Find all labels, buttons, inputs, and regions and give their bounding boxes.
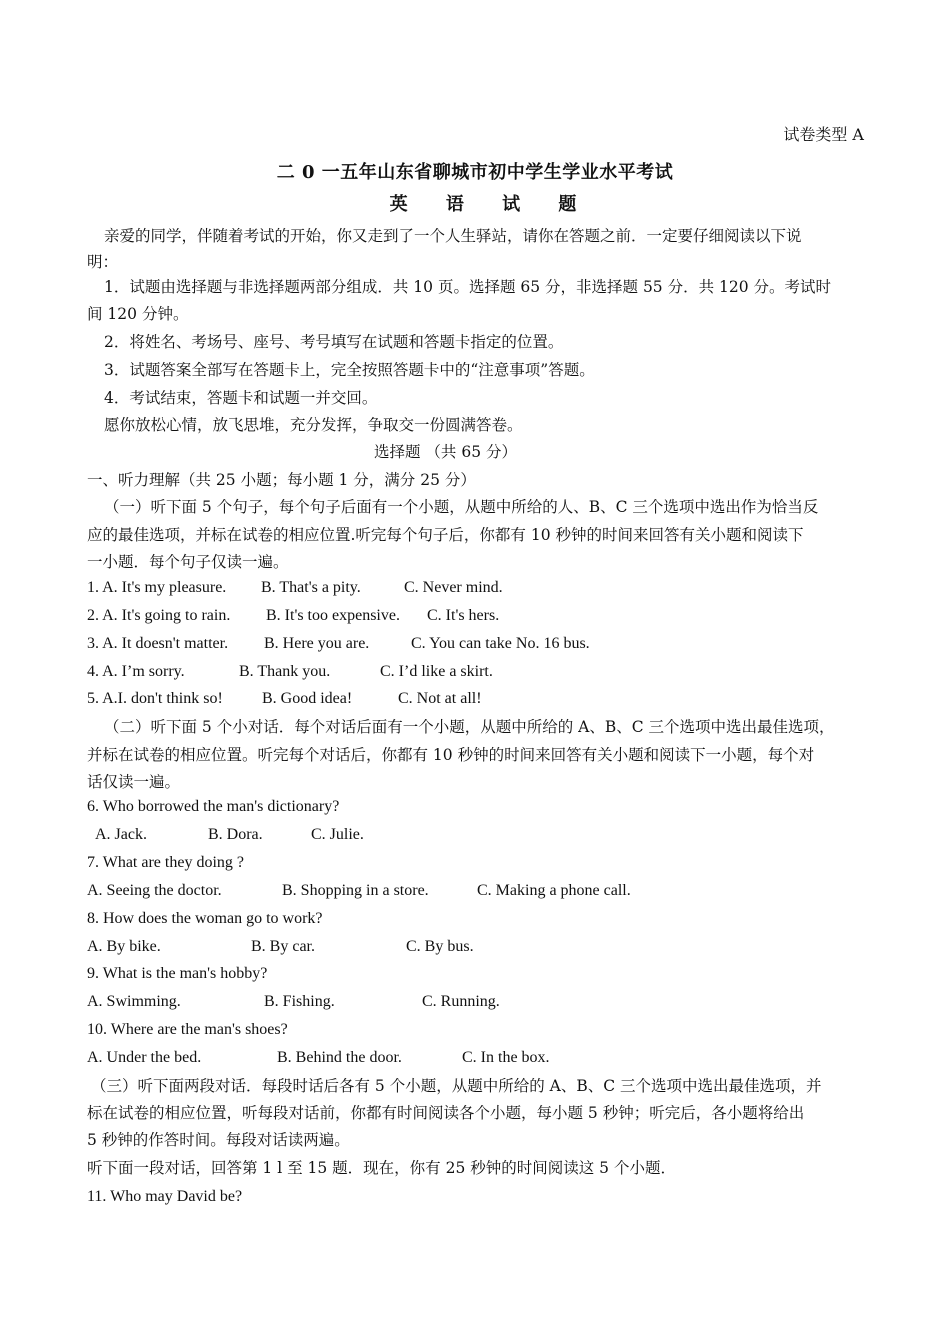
rule-1-line1: 1．试题由选择题与非选择题两部分组成．共 10 页。选择题 65 分，非选择题 55 分．共 120 分。考试时: [104, 278, 832, 296]
q8-option-c: C. By bus.: [406, 938, 474, 955]
q9-options: [87, 992, 500, 1012]
q6-stem: 6. Who borrowed the man's dictionary?: [87, 798, 340, 815]
q2-option-c: C. It's hers.: [427, 607, 500, 624]
q5-option-b: B. Good idea!: [262, 690, 353, 707]
rule-2: 2．将姓名、考场号、座号、考号填写在试题和答题卡指定的位置。: [104, 333, 564, 351]
q3-option-a: 3. A. It doesn't matter.: [87, 635, 229, 652]
exam-subtitle: 英 语 试 题: [389, 194, 593, 215]
intro-wish: 愿你放松心情，放飞思堆，充分发挥，争取交一份圆满答卷。: [104, 416, 523, 434]
q2-option-a: 2. A. It's going to rain.: [87, 607, 231, 624]
q9-stem: 9. What is the man's hobby?: [87, 965, 268, 982]
sub2-line1: （二）听下面 5 个小对话．每个对话后面有一个小题，从题中所给的 A、B、C 三个选项中选出最佳选项，: [104, 718, 835, 736]
q4-option-c: C. I’d like a skirt.: [380, 663, 493, 680]
q3-option-b: B. Here you are.: [264, 635, 370, 652]
section-heading: 选择题 （共 65 分）: [374, 443, 518, 461]
sub2-line3: 话仅读一遍。: [87, 773, 181, 791]
sub1-line2: 应的最佳选项，并标在试卷的相应位置.听完每个句子后，你都有 10 秒钟的时间来回答有关小题和阅读下: [87, 526, 804, 544]
q10-options: [87, 1048, 550, 1068]
question-1: [87, 578, 503, 598]
q11-stem: 11. Who may David be?: [87, 1188, 243, 1205]
q6-option-b: B. Dora.: [208, 826, 263, 843]
question-4: [87, 662, 493, 682]
sub3-line1: （三）听下面两段对话．每段时话后各有 5 个小题，从题中所给的 A、B、C 三个选项中选出最佳选项，并: [91, 1077, 822, 1095]
q2-option-b: B. It's too expensive.: [266, 607, 400, 624]
q7-option-a: A. Seeing the doctor.: [87, 882, 222, 899]
part1-title: 一、听力理解（共 25 小题；每小题 1 分，满分 25 分）: [87, 471, 476, 489]
q9-option-a: A. Swimming.: [87, 993, 181, 1010]
rule-1-line2: 间 120 分钟。: [87, 305, 189, 323]
q9-option-b: B. Fishing.: [264, 993, 335, 1010]
q6-option-a: A. Jack.: [95, 826, 147, 843]
q8-stem: 8. How does the woman go to work?: [87, 910, 323, 927]
q5-option-a: 5. A.I. don't think so!: [87, 690, 223, 707]
q10-option-b: B. Behind the door.: [277, 1049, 402, 1066]
q8-option-b: B. By car.: [251, 938, 315, 955]
q4-option-a: 4. A. I’m sorry.: [87, 663, 185, 680]
sub2-line2: 并标在试卷的相应位置。听完每个对话后，你都有 10 秒钟的时间来回答有关小题和阅读下一小题，每个对: [87, 746, 815, 764]
rule-4: 4．考试结束，答题卡和试题一并交回。: [104, 389, 378, 407]
q5-option-c: C. Not at all!: [398, 690, 482, 707]
q10-option-c: C. In the box.: [462, 1049, 550, 1066]
q1-option-a: 1. A. It's my pleasure.: [87, 579, 227, 596]
q7-stem: 7. What are they doing ?: [87, 854, 244, 871]
q10-stem: 10. Where are the man's shoes?: [87, 1021, 288, 1038]
q10-option-a: A. Under the bed.: [87, 1049, 202, 1066]
sub3-line4: 听下面一段对话，回答第 1 l 至 15 题．现在，你有 25 秒钟的时间阅读这 5 个小题．: [87, 1159, 676, 1177]
q7-options: [87, 881, 631, 901]
question-3: [87, 634, 590, 654]
sub3-line2: 标在试卷的相应位置，听每段对话前，你都有时间阅读各个小题，每小题 5 秒钟；听完后，各小题将给出: [87, 1104, 805, 1122]
q7-option-b: B. Shopping in a store.: [282, 882, 429, 899]
paper-type-label: 试卷类型 A: [783, 125, 864, 144]
sub1-line1: （一）听下面 5 个句子，每个句子后面有一个小题，从题中所给的人、B、C 三个选项中选出作为恰当反: [104, 498, 819, 516]
q1-option-c: C. Never mind.: [404, 579, 503, 596]
question-2: [87, 606, 500, 626]
q8-options: [87, 937, 474, 957]
intro-greeting-line2: 明：: [87, 253, 119, 271]
exam-title: 二 0 一五年山东省聊城市初中学生学业水平考试: [276, 162, 674, 183]
q4-option-b: B. Thank you.: [239, 663, 331, 680]
q3-option-c: C. You can take No. 16 bus.: [411, 635, 590, 652]
q1-option-b: B. That's a pity.: [261, 579, 361, 596]
q7-option-c: C. Making a phone call.: [477, 882, 631, 899]
q8-option-a: A. By bike.: [87, 938, 161, 955]
intro-greeting-line1: 亲爱的同学，伴随着考试的开始，你又走到了一个人生驿站，请你在答题之前．一定要仔细阅读以下说: [104, 227, 802, 245]
q6-option-c: C. Julie.: [311, 826, 364, 843]
question-5: [87, 689, 482, 709]
q9-option-c: C. Running.: [422, 993, 500, 1010]
sub3-line3: 5 秒钟的作答时间。每段对话读两遍。: [87, 1131, 350, 1149]
sub1-line3: 一小题．每个句子仅读一遍。: [87, 553, 289, 571]
rule-3: 3．试题答案全部写在答题卡上，完全按照答题卡中的“注意事项”答题。: [104, 361, 595, 379]
